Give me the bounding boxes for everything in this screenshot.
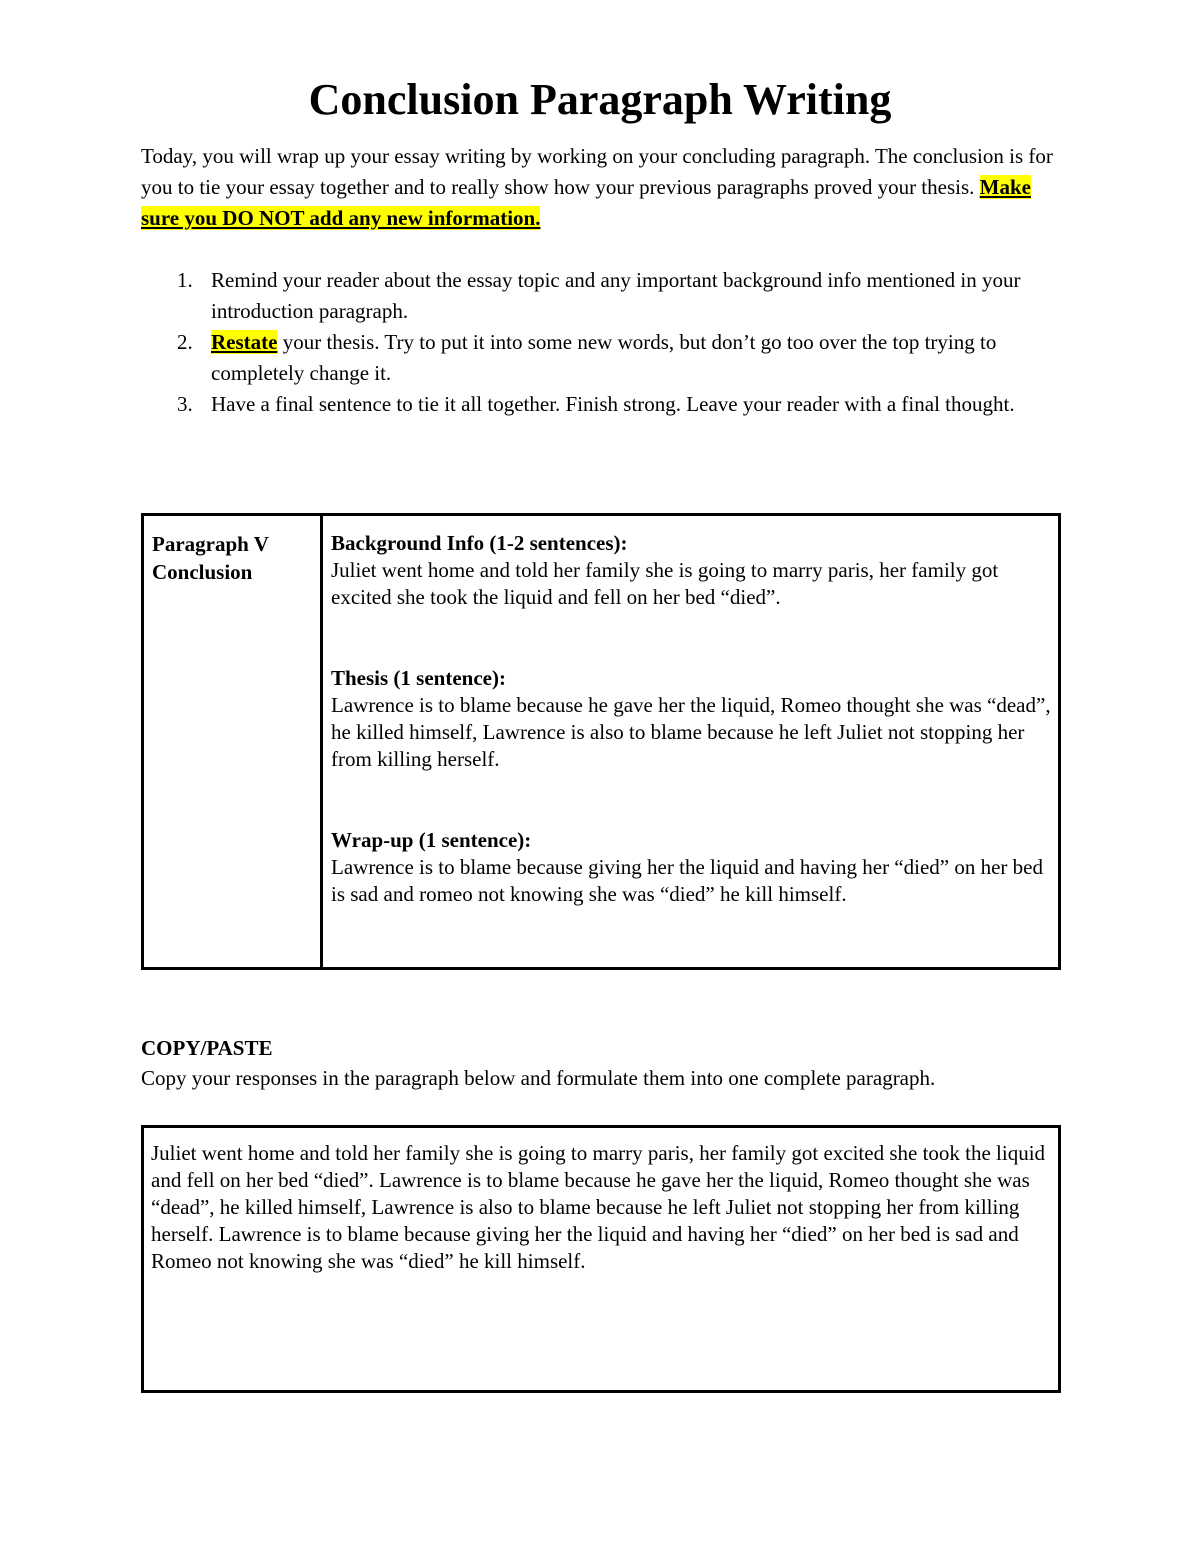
row-label-line1: Paragraph V [152, 532, 269, 556]
intro-highlight: Make sure you DO NOT add any new information. [141, 175, 1031, 230]
list-number: 1. [177, 268, 193, 292]
final-paragraph-text[interactable]: Juliet went home and told her family she is going to marry paris, her family got excited she took the liquid and fell on her bed “died”. Lawrence is to blame because he gave her the liquid, Romeo thought she was “dead”, he killed himself, Lawrence is also to blame because he left Juliet not stopping her from killing herself. Lawrence is to blame because giving her the liquid and having her “died” on her bed is sad and Romeo not knowing she was “died” he kill himself. [151, 1141, 1046, 1273]
list-item [141, 389, 1071, 420]
row-label-line2: Conclusion [152, 560, 253, 584]
row-label [152, 530, 312, 586]
wrap-up-heading: Wrap-up (1 sentence): [331, 828, 532, 852]
background-info-response[interactable]: Juliet went home and told her family she is going to marry paris, her family got excited she took the liquid and fell on her bed “died”. [331, 558, 999, 609]
wrap-up-section [331, 827, 1051, 908]
list-number: 3. [177, 392, 193, 416]
conclusion-outline-table [141, 513, 1061, 970]
restate-highlight: Restate [211, 330, 278, 354]
final-paragraph-box[interactable] [141, 1125, 1061, 1393]
list-item [141, 265, 1071, 327]
thesis-heading: Thesis (1 sentence): [331, 666, 506, 690]
intro-text: Today, you will wrap up your essay writing by working on your concluding paragraph. The conclusion is for you to tie your essay together and to really show how your previous paragraphs proved your thesis. [141, 144, 1053, 199]
thesis-section [331, 665, 1051, 773]
copy-paste-instruction: Copy your responses in the paragraph below and formulate them into one complete paragraph. [141, 1066, 936, 1090]
instruction-list [141, 265, 1071, 420]
list-item-text: Remind your reader about the essay topic and any important background info mentioned in your introduction paragraph. [211, 268, 1021, 323]
table-divider [320, 516, 323, 967]
list-item-text: your thesis. Try to put it into some new words, but don’t go too over the top trying to completely change it. [211, 330, 997, 385]
list-item-text: Have a final sentence to tie it all together. Finish strong. Leave your reader with a final thought. [211, 392, 1015, 416]
background-info-section [331, 530, 1051, 611]
thesis-response[interactable]: Lawrence is to blame because he gave her the liquid, Romeo thought she was “dead”, he killed himself, Lawrence is also to blame because he left Juliet not stopping her from killing herself. [331, 693, 1051, 771]
list-item [141, 327, 1071, 389]
list-number: 2. [177, 330, 193, 354]
outline-cell[interactable] [331, 530, 1051, 908]
copy-paste-heading: COPY/PASTE [141, 1036, 273, 1060]
wrap-up-response[interactable]: Lawrence is to blame because giving her the liquid and having her “died” on her bed is sad and romeo not knowing she was “died” he kill himself. [331, 855, 1043, 906]
background-info-heading: Background Info (1-2 sentences): [331, 531, 628, 555]
page-title: Conclusion Paragraph Writing [308, 75, 892, 124]
intro-paragraph [141, 141, 1071, 234]
